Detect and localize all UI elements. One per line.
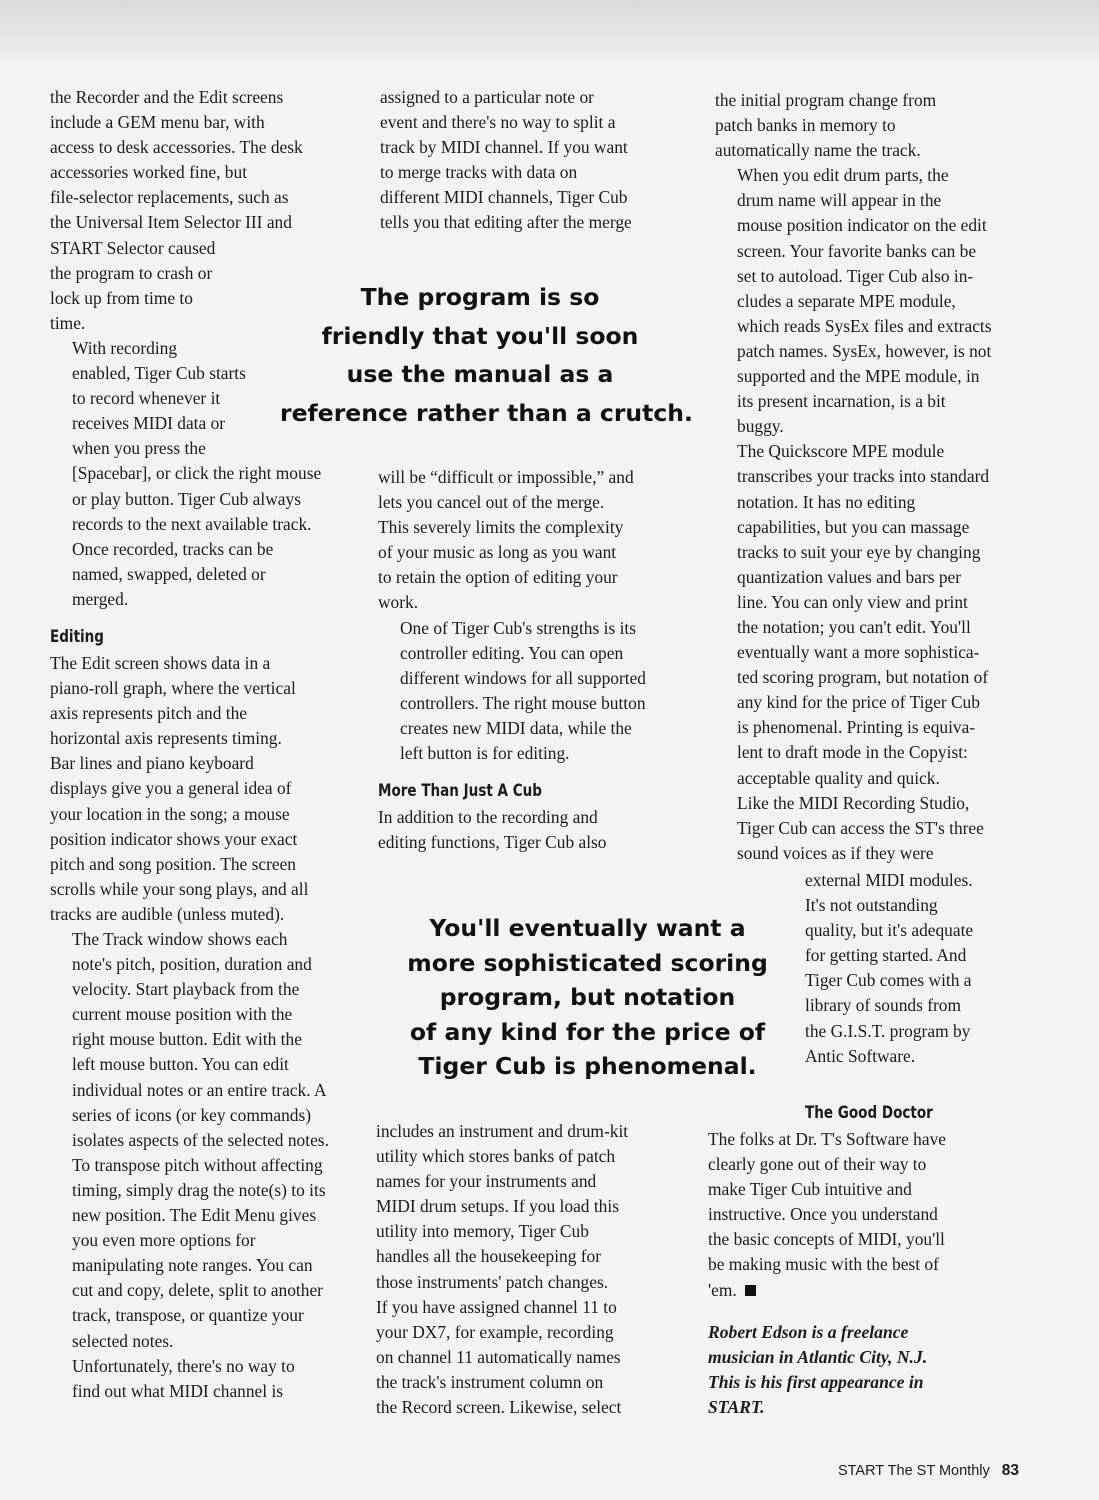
text-line: In addition to the recording and: [378, 807, 598, 828]
text-line: Like the MIDI Recording Studio,: [737, 792, 970, 813]
text-line: horizontal axis represents timing.: [50, 728, 282, 749]
text-line: tells you that editing after the merge: [380, 212, 632, 233]
column-3-wrap: [805, 868, 1035, 1069]
text-line: The Track window shows each: [72, 929, 288, 949]
column-2-middle: [378, 465, 693, 855]
text-line: work.: [378, 592, 419, 613]
text-line: patch banks in memory to: [715, 115, 896, 136]
text-line: scrolls while your song plays, and all: [50, 878, 309, 899]
text-line: series of icons (or key commands): [72, 1104, 312, 1125]
text-line: Tiger Cub is phenomenal.: [418, 1052, 757, 1080]
text-line: Unfortunately, there's no way to: [72, 1355, 295, 1376]
text-line: the initial program change from: [715, 90, 937, 110]
text-line: the G.I.S.T. program by: [805, 1020, 971, 1041]
col3-paragraph-5: [708, 1127, 1028, 1303]
text-line: piano-roll graph, where the vertical: [50, 678, 296, 699]
text-line: creates new MIDI data, while the: [400, 717, 632, 738]
text-line: accessories worked fine, but: [50, 162, 248, 183]
text-line: sound voices as if they were: [737, 842, 934, 863]
text-line: It's not outstanding: [805, 895, 938, 916]
text-line: to record whenever it: [72, 388, 221, 409]
text-line: of your music as long as you want: [378, 542, 617, 563]
text-line: automatically name the track.: [715, 140, 921, 161]
text-line: to merge tracks with data on: [380, 162, 578, 183]
text-line: instructive. Once you understand: [708, 1204, 938, 1225]
text-line: notation. It has no editing: [737, 491, 916, 512]
heading-the-good-doctor: The Good Doctor: [805, 1103, 933, 1122]
text-line: tracks to suit your eye by changing: [737, 541, 981, 562]
text-line: Once recorded, tracks can be: [72, 538, 274, 559]
text-line: tracks are audible (unless muted).: [50, 903, 285, 924]
text-line: displays give you a general idea of: [50, 778, 292, 799]
page-footer: [838, 1462, 1019, 1480]
text-line: different windows for all supported: [400, 667, 646, 688]
author-bio: [708, 1320, 1028, 1420]
col3-paragraph-4-continued: [805, 868, 1035, 1069]
text-line: When you edit drum parts, the: [737, 165, 949, 186]
text-line: line. You can only view and print: [737, 591, 968, 612]
text-line: quantization values and bars per: [737, 566, 962, 587]
text-line: manipulating note ranges. You can: [72, 1255, 313, 1276]
text-line: friendly that you'll soon: [321, 321, 639, 350]
text-line: make Tiger Cub intuitive and: [708, 1179, 912, 1200]
text-line: is phenomenal. Printing is equiva-: [737, 717, 976, 738]
text-line: The Quickscore MPE module: [737, 441, 945, 462]
end-mark-icon: [745, 1285, 756, 1296]
col2-paragraph-5: [376, 1119, 691, 1420]
text-line: track, transpose, or quantize your: [72, 1305, 304, 1326]
col3-paragraph-3: [715, 439, 1035, 790]
text-line: The Edit screen shows data in a: [50, 652, 271, 673]
text-line: external MIDI modules.: [805, 870, 973, 890]
text-line: START.: [708, 1397, 765, 1417]
text-line: to retain the option of editing your: [378, 567, 618, 588]
text-line: current mouse position with the: [72, 1004, 293, 1025]
text-line: START Selector caused: [50, 237, 216, 258]
text-line: mouse position indicator on the edit: [737, 215, 987, 236]
text-line: position indicator shows your exact: [50, 828, 298, 849]
text-line: names for your instruments and: [376, 1171, 597, 1192]
text-line: cludes a separate MPE module,: [737, 290, 956, 311]
heading-editing: Editing: [50, 626, 104, 646]
text-line: patch names. SysEx, however, is not: [737, 340, 992, 361]
text-line: velocity. Start playback from the: [72, 979, 300, 1000]
magazine-name: START The ST Monthly: [837, 1463, 990, 1479]
text-line: reference rather than a crutch.: [280, 398, 693, 427]
col1-paragraph-4: [50, 927, 360, 1354]
text-line: receives MIDI data or: [72, 413, 226, 434]
text-line: musician in Atlantic City, N.J.: [708, 1347, 928, 1367]
text-line: will be “difficult or impossible,” and: [378, 467, 634, 487]
col3-paragraph-2: [715, 163, 1035, 439]
text-line: more sophisticated scoring: [407, 948, 768, 977]
text-line: left button is for editing.: [400, 743, 570, 764]
text-line: include a GEM menu bar, with: [50, 112, 265, 133]
text-line: ted scoring program, but notation of: [737, 667, 989, 688]
heading-more-than-just-a-cub: More Than Just A Cub: [378, 781, 542, 801]
text-line: The program is so: [360, 283, 600, 311]
text-line: new position. The Edit Menu gives: [72, 1205, 317, 1226]
col1-paragraph-3: [50, 651, 360, 927]
col3-paragraph-1: [715, 88, 1035, 163]
text-line: program, but notation: [439, 983, 736, 1011]
text-line: of any kind for the price of: [409, 1017, 766, 1046]
text-line: left mouse button. You can edit: [72, 1054, 289, 1075]
text-line: the track's instrument column on: [376, 1371, 604, 1392]
text-line: MIDI drum setups. If you load this: [376, 1196, 619, 1217]
text-line: pitch and song position. The screen: [50, 853, 296, 874]
text-line: the Recorder and the Edit screens: [50, 87, 284, 107]
text-line: for getting started. And: [805, 945, 967, 966]
text-line: any kind for the price of Tiger Cub: [737, 692, 980, 713]
text-line: isolates aspects of the selected notes.: [72, 1129, 329, 1150]
text-line: time.: [50, 312, 86, 333]
text-line: axis represents pitch and the: [50, 703, 248, 724]
column-3-bottom: [708, 1088, 1028, 1303]
text-line: the Record screen. Likewise, select: [376, 1397, 622, 1418]
text-line: merged.: [72, 588, 129, 609]
text-line: Antic Software.: [805, 1045, 916, 1066]
text-line: the notation; you can't edit. You'll: [737, 616, 971, 637]
text-line: lets you cancel out of the merge.: [378, 492, 605, 513]
text-line: Bar lines and piano keyboard: [50, 753, 254, 774]
text-line: supported and the MPE module, in: [737, 366, 980, 387]
text-line: file-selector replacements, such as: [50, 187, 289, 208]
text-line: the Universal Item Selector III and: [50, 212, 292, 233]
text-line: which reads SysEx files and extracts: [737, 315, 992, 336]
text-line: be making music with the best of: [708, 1254, 939, 1275]
text-line: With recording: [72, 337, 178, 358]
text-line: when you press the: [72, 438, 206, 459]
pull-quote-2: [390, 911, 785, 1084]
pull-quote-1: [280, 278, 693, 432]
text-line: timing, simply drag the note(s) to its: [72, 1179, 326, 1200]
text-line: Tiger Cub comes with a: [805, 970, 972, 991]
text-line: One of Tiger Cub's strengths is its: [400, 617, 636, 638]
text-line: your location in the song; a mouse: [50, 803, 290, 824]
text-line: event and there's no way to split a: [380, 112, 616, 133]
text-line: 'em.: [708, 1278, 1028, 1303]
text-line: those instruments' patch changes.: [376, 1271, 609, 1292]
col2-paragraph-1: [380, 85, 695, 236]
text-line: track by MIDI channel. If you want: [380, 137, 628, 158]
text-line: capabilities, but you can massage: [737, 516, 970, 537]
text-line: your DX7, for example, recording: [376, 1321, 614, 1342]
text-line: Tiger Cub can access the ST's three: [737, 817, 984, 838]
text-line: the program to crash or: [50, 262, 213, 283]
text-line: use the manual as a: [346, 360, 614, 388]
text-line: the basic concepts of MIDI, you'll: [708, 1229, 945, 1250]
page-number: 83: [1001, 1462, 1019, 1479]
text-line: controllers. The right mouse button: [400, 692, 646, 713]
text-line: This severely limits the complexity: [378, 517, 624, 538]
text-line: selected notes.: [72, 1330, 174, 1351]
text-line: eventually want a more sophistica-: [737, 642, 980, 663]
text-line: right mouse button. Edit with the: [72, 1029, 302, 1050]
col2-paragraph-4: [378, 805, 693, 855]
text-line: set to autoload. Tiger Cub also in-: [737, 265, 974, 286]
col2-paragraph-2: [378, 465, 693, 616]
text-line: To transpose pitch without affecting: [72, 1154, 323, 1175]
text-line: drum name will appear in the: [737, 190, 942, 211]
text-line: [Spacebar], or click the right mouse: [72, 463, 322, 484]
col3-paragraph-4: [715, 791, 1035, 866]
text-line: on channel 11 automatically names: [376, 1346, 621, 1367]
text-line: cut and copy, delete, split to another: [72, 1280, 323, 1301]
column-2-top: [380, 85, 695, 236]
text-line: handles all the housekeeping for: [376, 1246, 602, 1267]
text-line: screen. Your favorite banks can be: [737, 240, 977, 261]
column-2-bottom: [376, 1119, 691, 1420]
text-line: named, swapped, deleted or: [72, 563, 266, 584]
text-line: enabled, Tiger Cub starts: [72, 363, 246, 384]
text-line: You'll eventually want a: [429, 914, 746, 942]
column-3-top: [715, 88, 1035, 866]
text-line: controller editing. You can open: [400, 642, 624, 663]
text-line: quality, but it's adequate: [805, 920, 974, 941]
text-line: lent to draft mode in the Copyist:: [737, 742, 968, 763]
text-line: lock up from time to: [50, 287, 193, 308]
text-line: The folks at Dr. T's Software have: [708, 1129, 947, 1149]
text-line: If you have assigned channel 11 to: [376, 1296, 617, 1317]
col2-paragraph-3: [378, 616, 693, 767]
text-line: access to desk accessories. The desk: [50, 137, 303, 158]
text-line: different MIDI channels, Tiger Cub: [380, 187, 628, 208]
text-line: you even more options for: [72, 1230, 256, 1251]
text-line: records to the next available track.: [72, 513, 312, 534]
text-line: transcribes your tracks into standard: [737, 466, 990, 487]
col1-paragraph-5: [50, 1354, 360, 1404]
text-line: utility which stores banks of patch: [376, 1146, 616, 1167]
text-line: or play button. Tiger Cub always: [72, 488, 301, 509]
text-line: library of sounds from: [805, 995, 962, 1016]
text-line: includes an instrument and drum-kit: [376, 1121, 629, 1141]
text-line: assigned to a particular note or: [380, 87, 594, 107]
text-line: its present incarnation, is a bit: [737, 391, 946, 412]
text-line: utility into memory, Tiger Cub: [376, 1221, 589, 1242]
page-top-band: [0, 0, 1099, 58]
text-line: This is his first appearance in: [708, 1372, 924, 1392]
text-line: find out what MIDI channel is: [72, 1380, 284, 1401]
text-line: individual notes or an entire track. A: [72, 1079, 327, 1100]
text-line: editing functions, Tiger Cub also: [378, 832, 607, 853]
text-line: Robert Edson is a freelance: [708, 1322, 909, 1342]
text-line: note's pitch, position, duration and: [72, 954, 312, 975]
text-line: acceptable quality and quick.: [737, 767, 940, 788]
text-line: buggy.: [737, 416, 784, 437]
text-line: clearly gone out of their way to: [708, 1154, 927, 1175]
